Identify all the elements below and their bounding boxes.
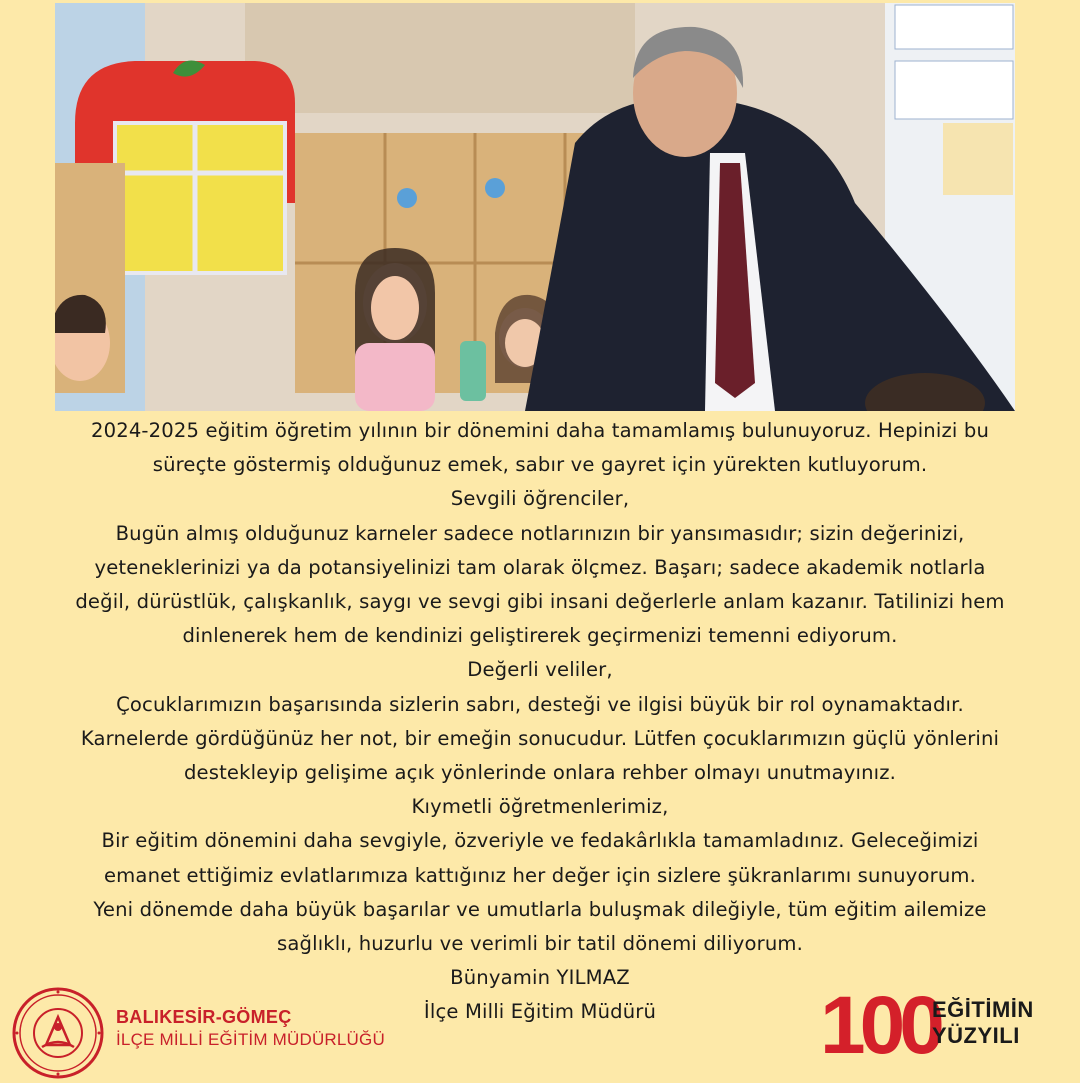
logo-word2: YÜZYILI [932, 1023, 1020, 1048]
message-line: Bünyamin YILMAZ [450, 966, 630, 990]
message-text [8, 414, 1072, 1030]
message-line: Sevgili öğrenciler, [450, 487, 630, 511]
message-line: Yeni dönemde daha büyük başarılar ve umutlarla buluşmak dileğiyle, tüm eğitim ailemize [93, 897, 987, 921]
message-line: Karnelerde gördüğünüz her not, bir emeğin sonucudur. Lütfen çocuklarımızın güçlü yönlerini [80, 726, 1000, 750]
logo-number: 100 [820, 980, 939, 1071]
message-line: değil, dürüstlük, çalışkanlık, saygı ve sevgi gibi insani değerlerle anlam kazanır. Tatilinizi hem [75, 590, 1005, 614]
message-line: emanet ettiğimiz evlatlarımıza kattığınız her değer için sizlere şükranlarımı sunuyorum. [103, 863, 977, 887]
directorate-line1: BALIKESİR-GÖMEÇ [116, 1007, 292, 1027]
message-line: destekleyip gelişime açık yönlerinde onlara rehber olmayı unutmayınız. [183, 761, 897, 785]
meb-seal-logo [12, 987, 104, 1079]
message-line: Değerli veliler, [467, 658, 613, 682]
egitimin-yuzyili-logo [820, 980, 1060, 1075]
message-line: Kıymetli öğretmenlerimiz, [411, 795, 669, 819]
message-line: 2024-2025 eğitim öğretim yılının bir dönemini daha tamamlamış bulunuyoruz. Hepinizi bu [90, 419, 990, 442]
message-line: Bugün almış olduğunuz karneler sadece notlarınızın bir yansımasıdır; sizin değerinizi, [115, 521, 965, 545]
message-line: sağlıklı, huzurlu ve verimli bir tatil dönemi diliyorum. [277, 932, 803, 956]
message-line: dinlenerek hem de kendinizi geliştirerek geçirmenizi temenni ediyorum. [182, 624, 898, 648]
message-line: İlçe Milli Eğitim Müdürü [423, 1000, 657, 1024]
directorate-name [116, 1007, 385, 1050]
message-line: yeteneklerinizi ya da potansiyelinizi tam olarak ölçmez. Başarı; sadece akademik notlarla [94, 555, 986, 579]
message-line: Çocuklarımızın başarısında sizlerin sabrı, desteği ve ilgisi büyük bir rol oynamaktadır. [116, 692, 964, 716]
message-line: Bir eğitim dönemini daha sevgiyle, özveriyle ve fedakârlıkla tamamladınız. Geleceğimizi [101, 829, 979, 853]
seal-icon [12, 987, 104, 1079]
classroom-photo-illustration [55, 3, 1015, 411]
directorate-line2: İLÇE MİLLİ EĞİTİM MÜDÜRLÜĞÜ [116, 1030, 385, 1049]
logo-word1: EĞİTİMİN [932, 997, 1034, 1022]
message-line: süreçte göstermiş olduğunuz emek, sabır ve gayret için yürekten kutluyorum. [152, 453, 928, 477]
classroom-photo [55, 3, 1015, 411]
